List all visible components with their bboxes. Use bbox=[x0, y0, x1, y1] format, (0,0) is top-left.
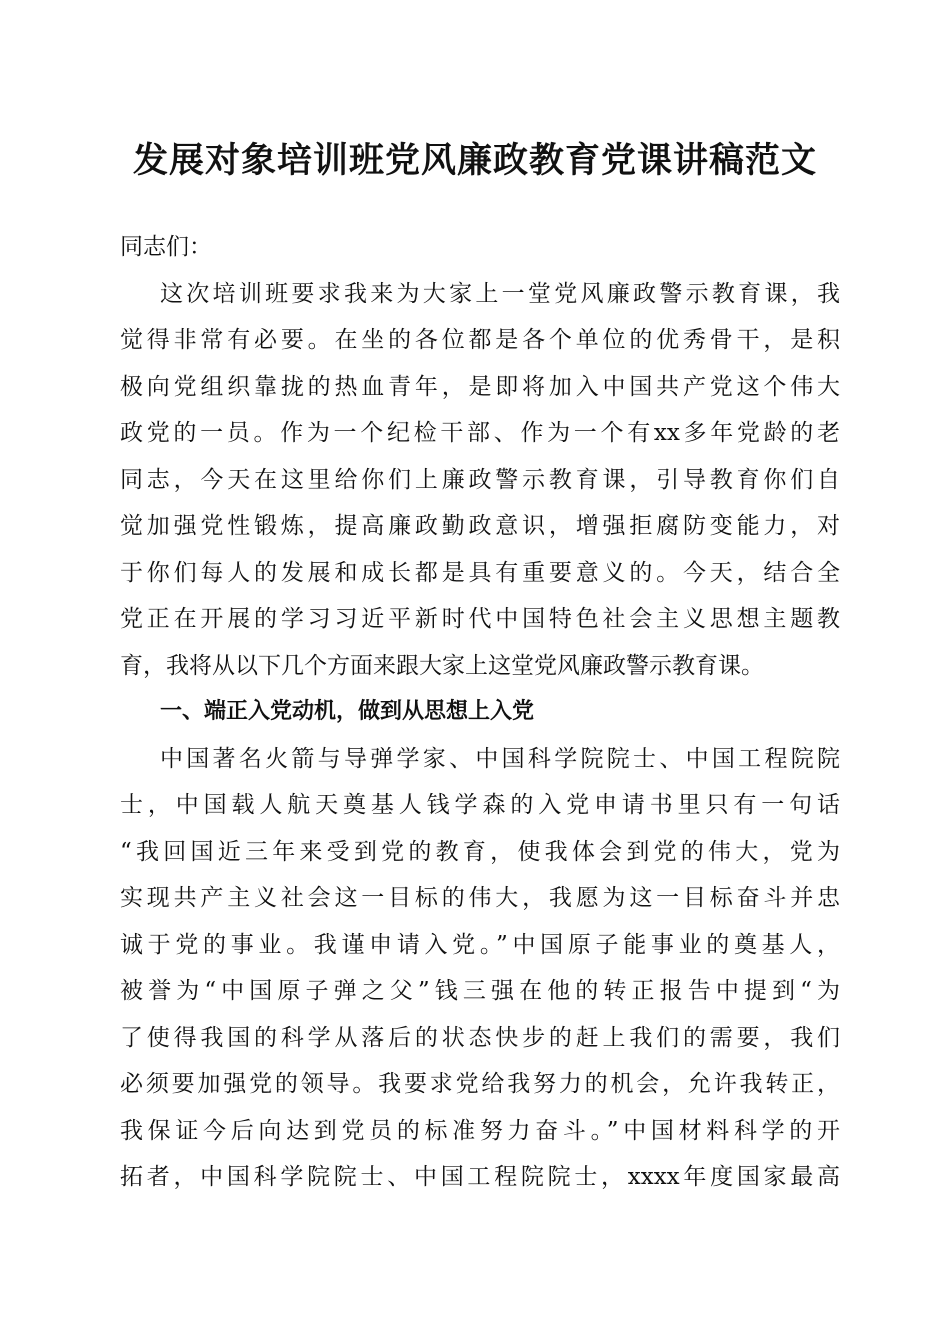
paragraph-line: 实现共产主义社会这一目标的伟大，我愿为这一目标奋斗并忠 bbox=[120, 885, 840, 911]
document-title: 发展对象培训班党风廉政教育党课讲稿范文 bbox=[132, 140, 817, 181]
paragraph-line: 了使得我国的科学从落后的状态快步的赶上我们的需要，我们 bbox=[120, 1024, 840, 1051]
paragraph-line: 中国著名火箭与导弹学家、中国科学院院士、中国工程院院 bbox=[160, 745, 840, 772]
paragraph-line: 士，中国载人航天奠基人钱学森的入党申请书里只有一句话 bbox=[120, 792, 840, 818]
paragraph-line: 同志，今天在这里给你们上廉政警示教育课，引导教育你们自 bbox=[120, 466, 840, 493]
paragraph-line: 政党的一员。作为一个纪检干部、作为一个有xx多年党龄的老 bbox=[120, 420, 840, 446]
paragraph-line: 被誉为“中国原子弹之父”钱三强在他的转正报告中提到“为 bbox=[120, 978, 840, 1004]
paragraph-line: “我回国近三年来受到党的教育，使我体会到党的伟大，党为 bbox=[120, 838, 840, 865]
paragraph-line: 我保证今后向达到党员的标准努力奋斗。”中国材料科学的开 bbox=[120, 1117, 840, 1144]
paragraph-line: 于你们每人的发展和成长都是具有重要意义的。今天，结合全 bbox=[120, 559, 840, 586]
greeting-line: 同志们： bbox=[120, 234, 212, 260]
paragraph-line: 这次培训班要求我来为大家上一堂党风廉政警示教育课，我 bbox=[160, 280, 840, 307]
paragraph-line: 拓者，中国科学院院士、中国工程院院士，xxxx年度国家最高 bbox=[120, 1164, 840, 1190]
paragraph-line: 觉得非常有必要。在坐的各位都是各个单位的优秀骨干，是积 bbox=[120, 327, 840, 353]
paragraph-line: 育，我将从以下几个方面来跟大家上这堂党风廉政警示教育课。 bbox=[120, 652, 764, 679]
paragraph-line: 党正在开展的学习习近平新时代中国特色社会主义思想主题教 bbox=[120, 606, 840, 632]
paragraph-line: 必须要加强党的领导。我要求党给我努力的机会，允许我转正， bbox=[120, 1071, 840, 1097]
document-body bbox=[120, 224, 840, 1201]
paragraph-line: 诚于党的事业。我谨申请入党。”中国原子能事业的奠基人， bbox=[120, 931, 840, 958]
paragraph-line: 觉加强党性锻炼，提高廉政勤政意识，增强拒腐防变能力，对 bbox=[120, 513, 840, 539]
paragraph-line: 极向党组织靠拢的热血青年，是即将加入中国共产党这个伟大 bbox=[120, 373, 840, 400]
section-heading: 一、端正入党动机，做到从思想上入党 bbox=[160, 699, 535, 724]
